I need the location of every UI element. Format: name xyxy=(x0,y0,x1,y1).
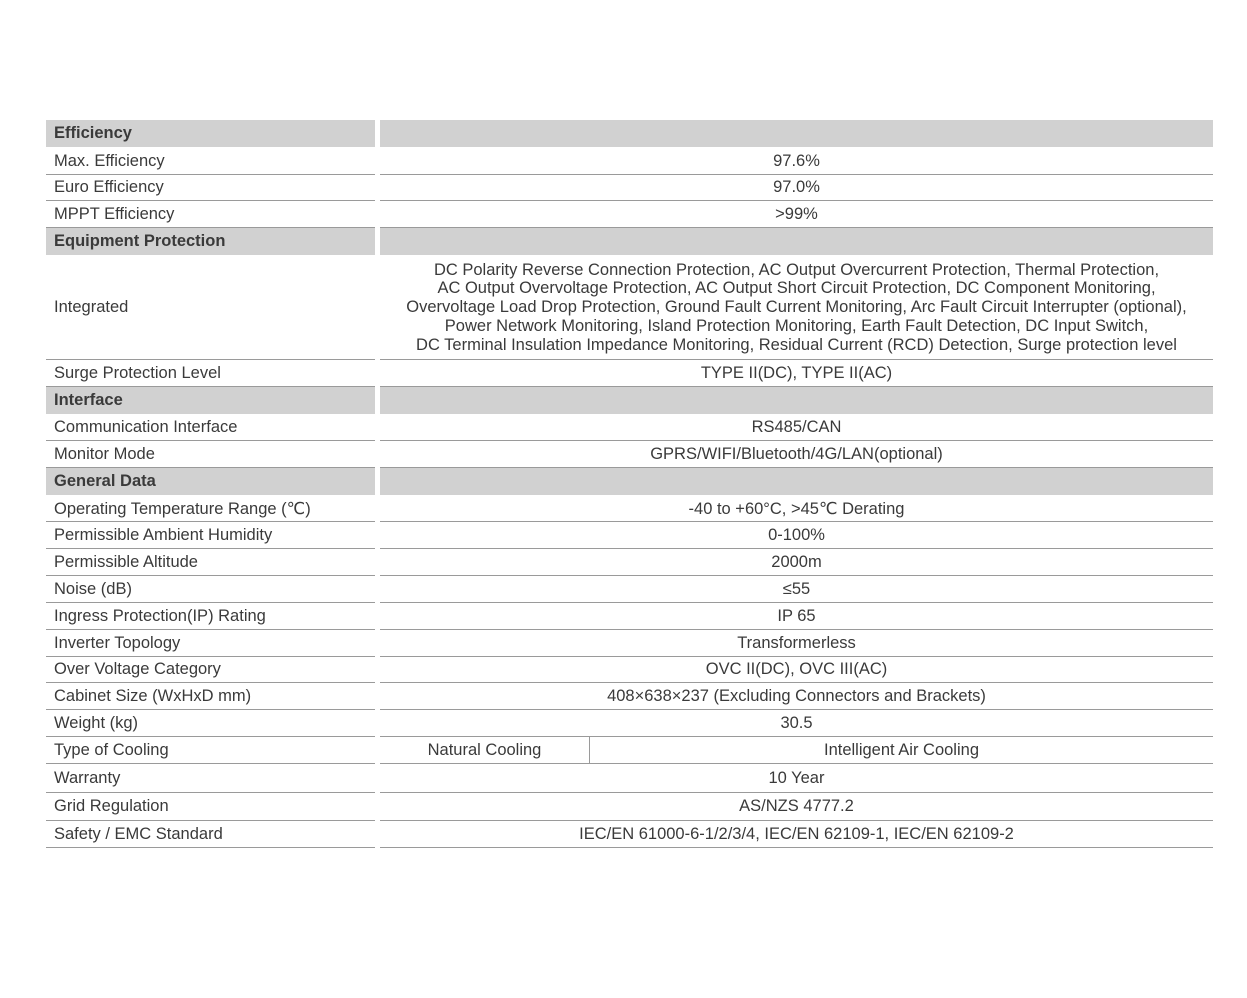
section-header-interface xyxy=(46,387,1213,414)
spec-label: Cabinet Size (WxHxD mm) xyxy=(46,683,375,710)
spec-label: Communication Interface xyxy=(46,415,375,441)
spec-value: IP 65 xyxy=(380,603,1213,630)
section-fill xyxy=(380,228,1213,255)
spec-value: RS485/CAN xyxy=(380,415,1213,441)
spec-value: ≤55 xyxy=(380,576,1213,603)
spec-row-operating-temperature xyxy=(46,496,1213,522)
spec-label: Permissible Ambient Humidity xyxy=(46,522,375,549)
cooling-option-intelligent-air: Intelligent Air Cooling xyxy=(823,740,979,759)
integrated-line: AC Output Overvoltage Protection, AC Output Short Circuit Protection, DC Component Monitoring, xyxy=(437,279,1156,298)
section-fill xyxy=(380,387,1213,414)
spec-label: Surge Protection Level xyxy=(46,360,375,387)
spec-label: Monitor Mode xyxy=(46,441,375,468)
spec-row-weight xyxy=(46,710,1213,737)
spec-value: 97.0% xyxy=(380,175,1213,201)
spec-row-mppt-efficiency xyxy=(46,201,1213,228)
spec-value: 2000m xyxy=(380,549,1213,576)
spec-row-ip-rating xyxy=(46,603,1213,630)
spec-row-monitor-mode xyxy=(46,441,1213,468)
section-header-equipment-protection xyxy=(46,228,1213,255)
spec-row-inverter-topology xyxy=(46,630,1213,657)
spec-row-cabinet-size xyxy=(46,683,1213,710)
spec-label: Safety / EMC Standard xyxy=(46,821,375,848)
spec-row-grid-regulation xyxy=(46,793,1213,821)
spec-value: 10 Year xyxy=(380,764,1213,793)
spec-label: MPPT Efficiency xyxy=(46,201,375,228)
spec-row-warranty xyxy=(46,764,1213,793)
cooling-option-natural: Natural Cooling xyxy=(380,737,590,763)
section-title: Equipment Protection xyxy=(46,228,375,255)
spec-row-euro-efficiency xyxy=(46,175,1213,201)
spec-label: Over Voltage Category xyxy=(46,657,375,683)
spec-row-communication-interface xyxy=(46,415,1213,441)
spec-value: IEC/EN 61000-6-1/2/3/4, IEC/EN 62109-1, IEC/EN 62109-2 xyxy=(380,821,1213,848)
spec-value: >99% xyxy=(380,201,1213,228)
spec-label: Warranty xyxy=(46,764,375,793)
spec-value: 0-100% xyxy=(380,522,1213,549)
spec-label: Integrated xyxy=(46,256,375,360)
spec-row-integrated xyxy=(46,256,1213,360)
integrated-line: Overvoltage Load Drop Protection, Ground Fault Current Monitoring, Arc Fault Circuit Interrupter (optional), xyxy=(406,298,1187,317)
spec-value: GPRS/WIFI/Bluetooth/4G/LAN(optional) xyxy=(380,441,1213,468)
spec-value-multiline xyxy=(380,256,1213,360)
section-header-general-data xyxy=(46,468,1213,495)
spec-row-humidity xyxy=(46,522,1213,549)
spec-label: Euro Efficiency xyxy=(46,175,375,201)
spec-row-over-voltage-category xyxy=(46,657,1213,683)
spec-label: Grid Regulation xyxy=(46,793,375,821)
spec-row-noise xyxy=(46,576,1213,603)
spec-label: Weight (kg) xyxy=(46,710,375,737)
spec-row-type-of-cooling xyxy=(46,737,1213,764)
spec-value-split xyxy=(380,737,1213,764)
spec-value: -40 to +60°C, >45℃ Derating xyxy=(380,496,1213,522)
spec-label: Inverter Topology xyxy=(46,630,375,657)
spec-label: Max. Efficiency xyxy=(46,148,375,175)
spec-value: AS/NZS 4777.2 xyxy=(380,793,1213,821)
section-fill xyxy=(380,120,1213,147)
section-fill xyxy=(380,468,1213,495)
integrated-line: DC Polarity Reverse Connection Protection, AC Output Overcurrent Protection, Thermal Protection, xyxy=(433,260,1160,279)
spec-row-surge-protection xyxy=(46,360,1213,387)
spec-label: Type of Cooling xyxy=(46,737,375,764)
spec-row-max-efficiency xyxy=(46,148,1213,175)
section-header-efficiency xyxy=(46,120,1213,147)
section-title: Interface xyxy=(46,387,375,414)
section-title: General Data xyxy=(46,468,375,495)
integrated-line: Power Network Monitoring, Island Protection Monitoring, Earth Fault Detection, DC Input Switch, xyxy=(444,316,1149,335)
spec-label: Operating Temperature Range (℃) xyxy=(46,496,375,522)
spec-value: 30.5 xyxy=(380,710,1213,737)
spec-value: TYPE II(DC), TYPE II(AC) xyxy=(380,360,1213,387)
spec-value: 408×638×237 (Excluding Connectors and Brackets) xyxy=(380,683,1213,710)
spec-value: Transformerless xyxy=(380,630,1213,657)
spec-row-altitude xyxy=(46,549,1213,576)
spec-row-safety-emc xyxy=(46,821,1213,848)
spec-value: OVC II(DC), OVC III(AC) xyxy=(380,657,1213,683)
spec-label: Noise (dB) xyxy=(46,576,375,603)
integrated-line: DC Terminal Insulation Impedance Monitoring, Residual Current (RCD) Detection, Surge protection level xyxy=(416,335,1177,354)
spec-table xyxy=(46,120,1213,848)
spec-label: Permissible Altitude xyxy=(46,549,375,576)
spec-value: 97.6% xyxy=(380,148,1213,175)
spec-label: Ingress Protection(IP) Rating xyxy=(46,603,375,630)
section-title: Efficiency xyxy=(46,120,375,147)
